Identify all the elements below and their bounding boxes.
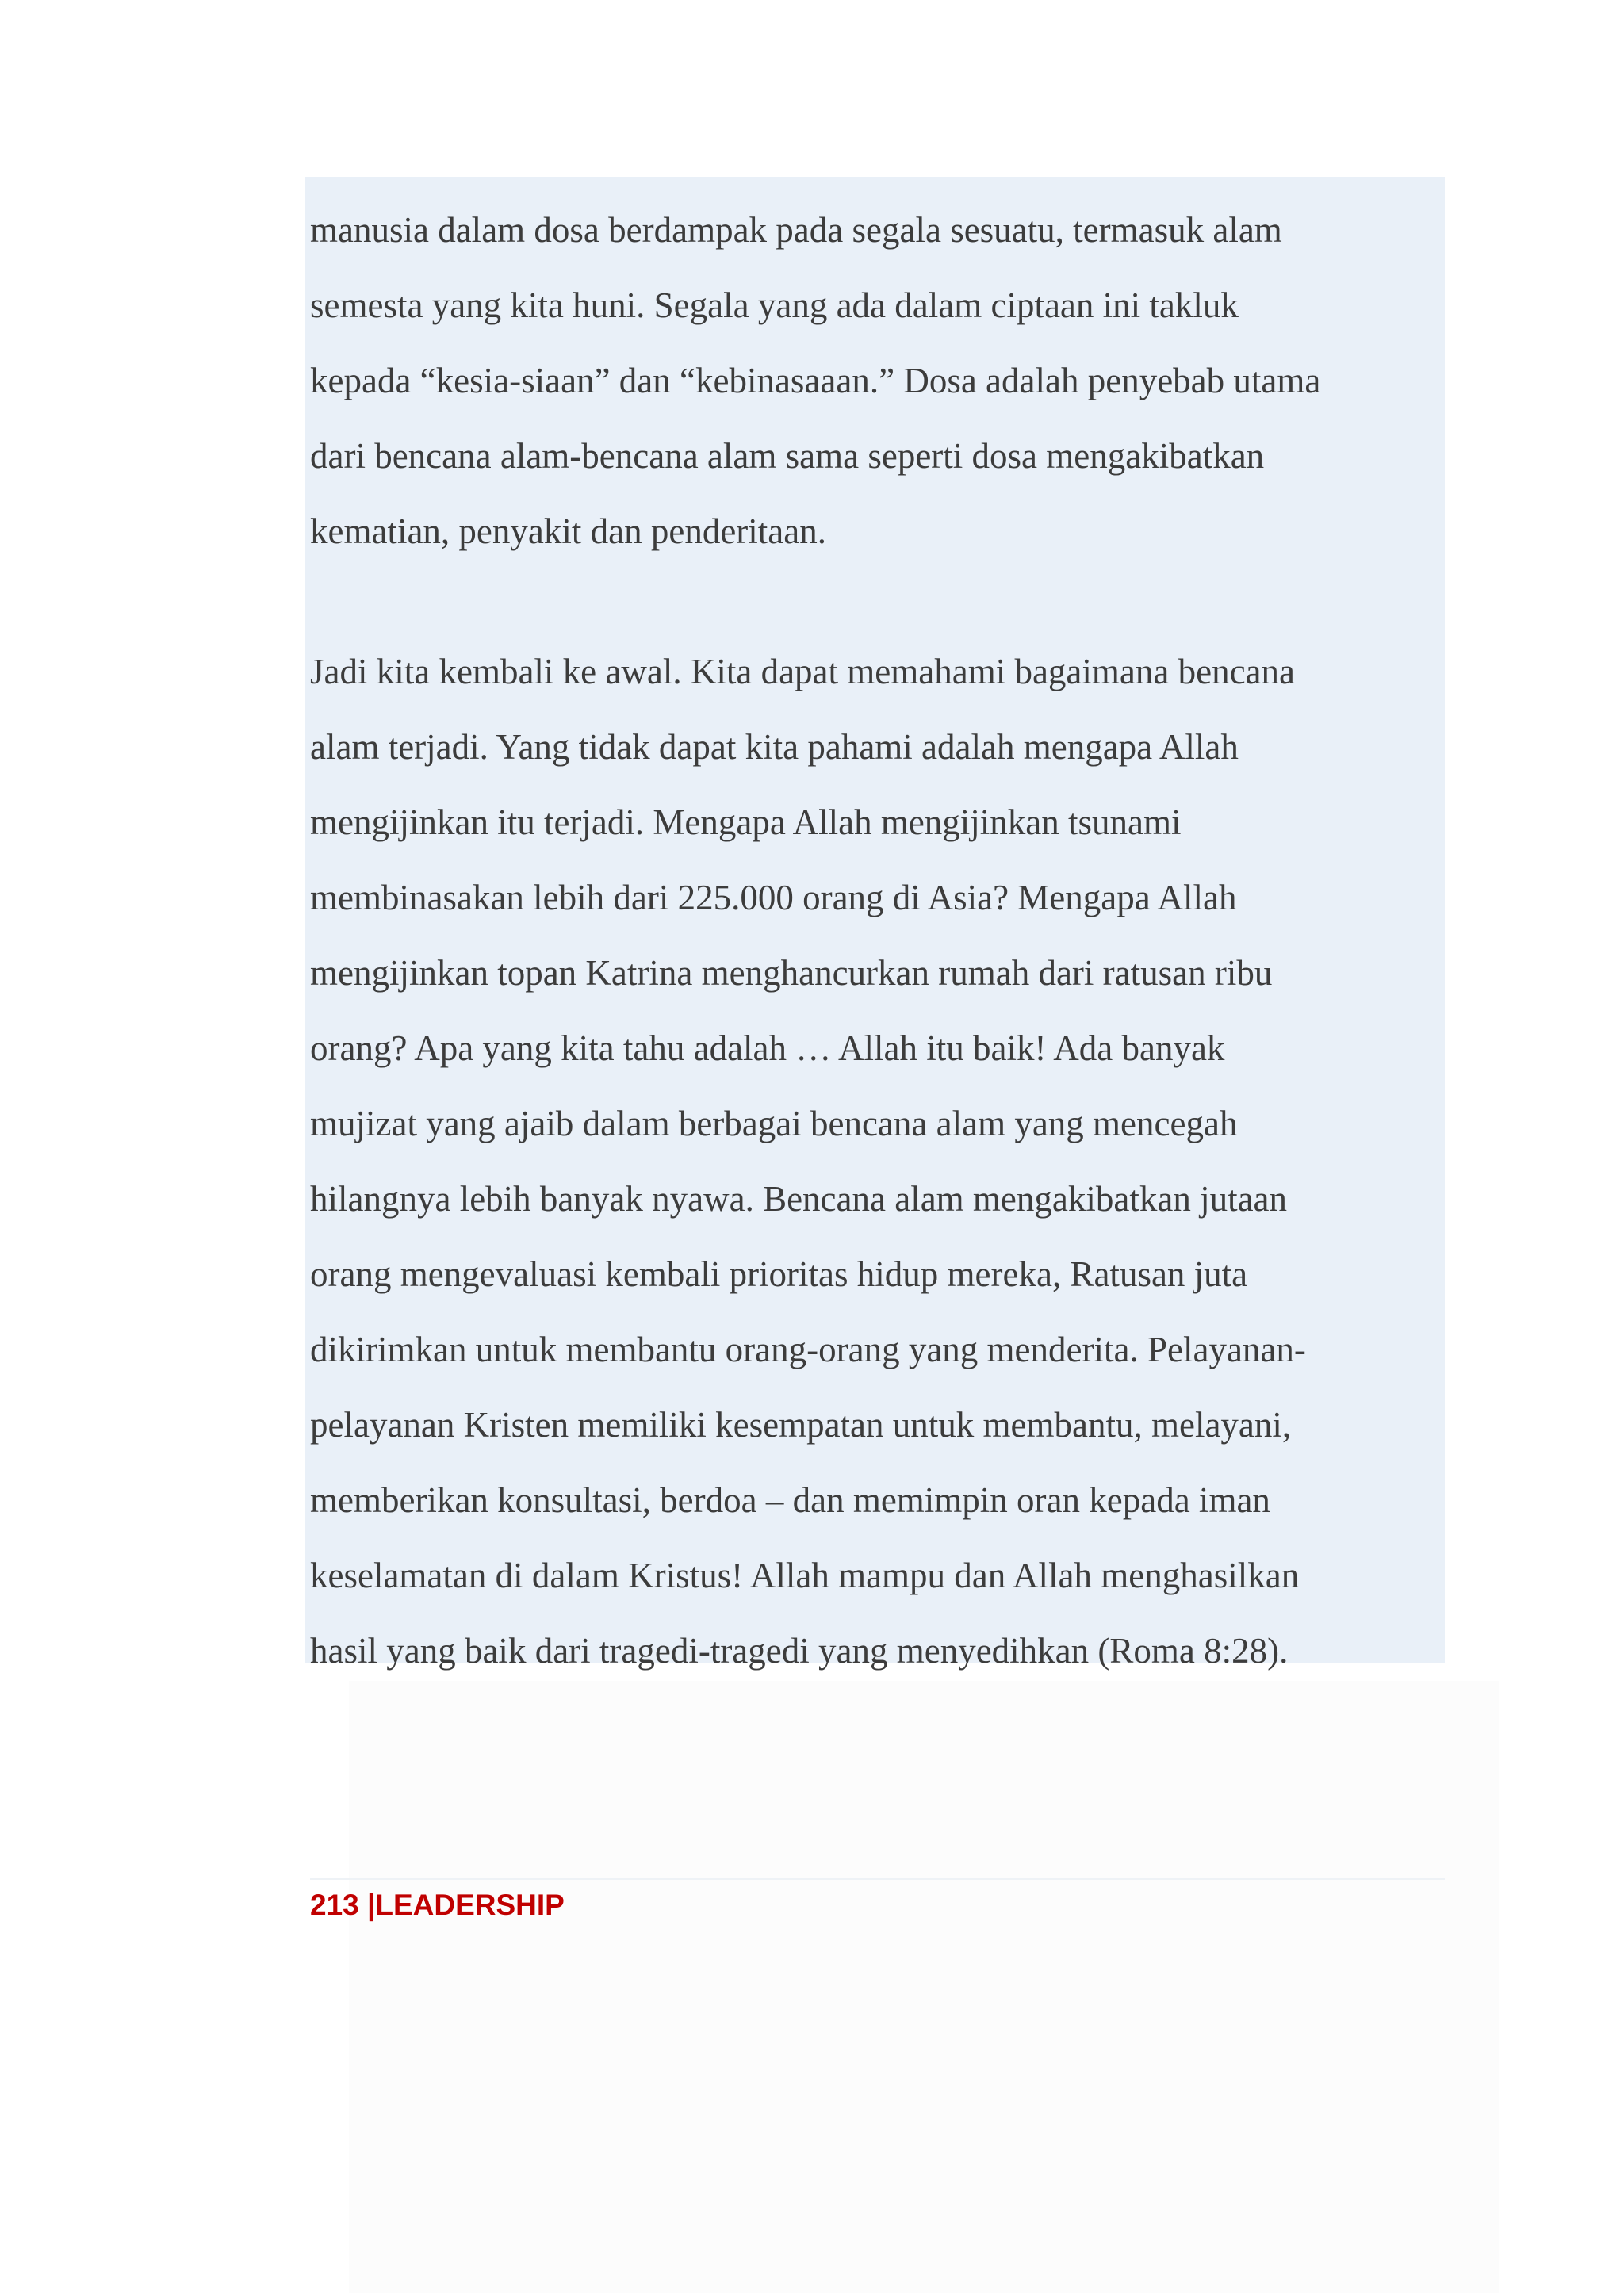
page-number: 213 [310, 1889, 359, 1921]
text-line: hilangnya lebih banyak nyawa. Bencana alam mengakibatkan jutaan [310, 1179, 1288, 1219]
text-line: orang mengevaluasi kembali prioritas hidup mereka, Ratusan juta [310, 1254, 1248, 1294]
text-line: dikirimkan untuk membantu orang-orang yang menderita. Pelayanan- [310, 1330, 1306, 1369]
text-line: mujizat yang ajaib dalam berbagai bencana alam yang mencegah [310, 1104, 1238, 1143]
page-background-shade [349, 1681, 1499, 2293]
paragraph-gap [310, 573, 1436, 638]
page-footer [310, 1881, 565, 1929]
text-line: kepada “kesia-siaan” dan “kebinasaaan.” Dosa adalah penyebab utama [310, 361, 1321, 400]
text-line: dari bencana alam-bencana alam sama seperti dosa mengakibatkan [310, 436, 1265, 476]
text-line: mengijinkan topan Katrina menghancurkan rumah dari ratusan ribu [310, 953, 1273, 993]
text-line: semesta yang kita huni. Segala yang ada dalam ciptaan ini takluk [310, 285, 1239, 325]
footer-separator: | [358, 1889, 376, 1921]
paragraph-1 [310, 197, 1436, 573]
text-line: pelayanan Kristen memiliki kesempatan untuk membantu, melayani, [310, 1405, 1292, 1445]
text-line: kematian, penyakit dan penderitaan. [310, 511, 826, 551]
text-line: orang? Apa yang kita tahu adalah … Allah itu baik! Ada banyak [310, 1028, 1225, 1068]
text-line: Jadi kita kembali ke awal. Kita dapat memahami bagaimana bencana [310, 652, 1295, 691]
footer-divider [310, 1878, 1445, 1880]
text-line: mengijinkan itu terjadi. Mengapa Allah mengijinkan tsunami [310, 802, 1182, 842]
text-line: hasil yang baik dari tragedi-tragedi yang menyedihkan (Roma 8:28). [310, 1631, 1289, 1671]
text-line: keselamatan di dalam Kristus! Allah mampu dan Allah menghasilkan [310, 1556, 1300, 1595]
text-line: manusia dalam dosa berdampak pada segala sesuatu, termasuk alam [310, 210, 1282, 250]
text-line: memberikan konsultasi, berdoa – dan memimpin oran kepada iman [310, 1480, 1270, 1520]
text-line: membinasakan lebih dari 225.000 orang di Asia? Mengapa Allah [310, 878, 1237, 917]
footer-title: LEADERSHIP [375, 1889, 565, 1921]
paragraph-2 [310, 638, 1436, 1693]
text-line: alam terjadi. Yang tidak dapat kita pahami adalah mengapa Allah [310, 727, 1239, 767]
body-text [310, 197, 1436, 1693]
